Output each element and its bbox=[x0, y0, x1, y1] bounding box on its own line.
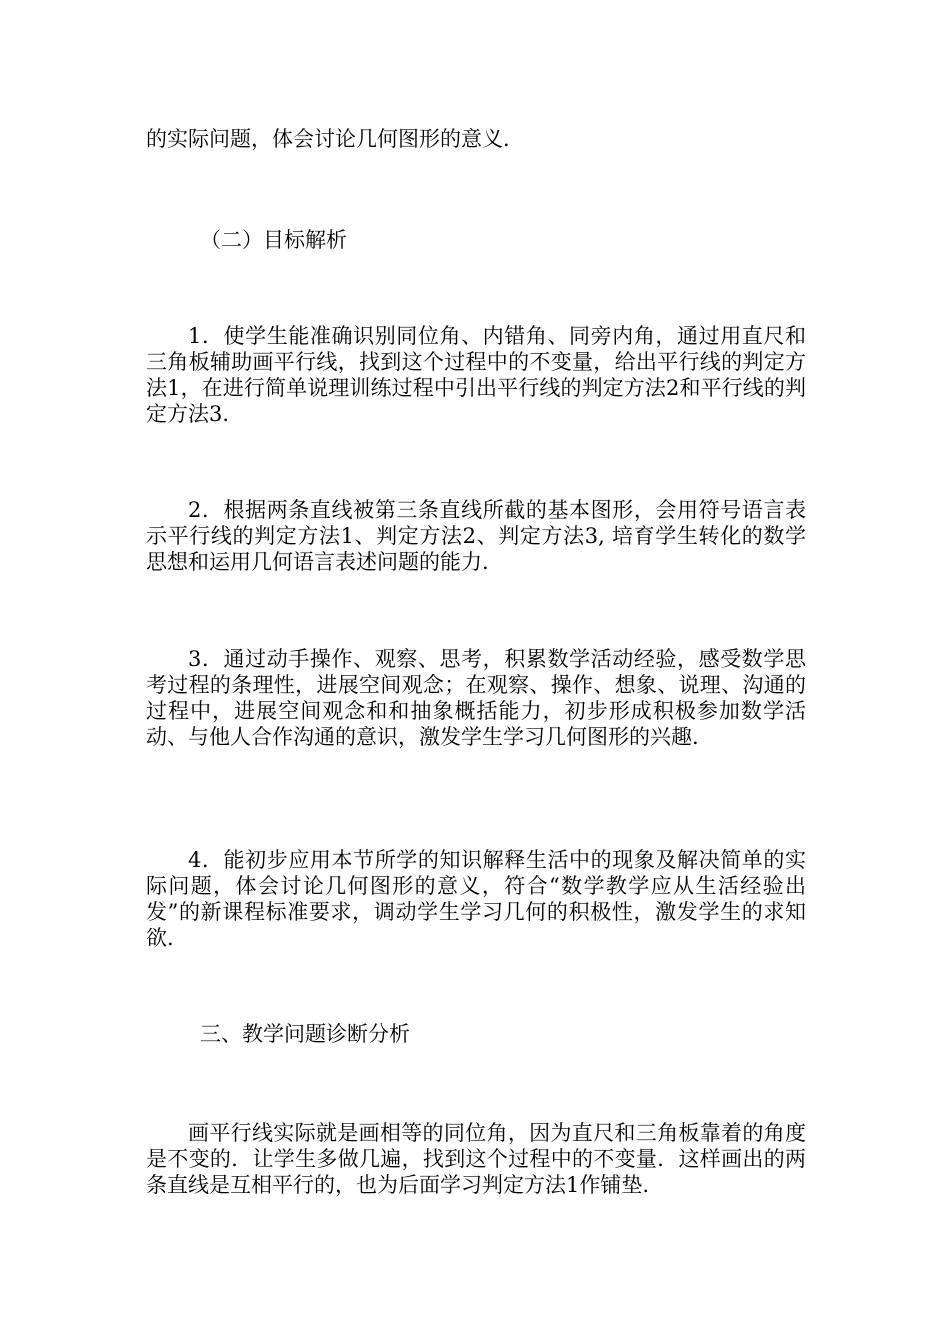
section-heading-objective-analysis: （二）目标解析 bbox=[200, 228, 347, 252]
continuation-paragraph: 的实际问题，体会讨论几何图形的意义. bbox=[146, 127, 510, 151]
section-heading-problem-diagnosis: 三、教学问题诊断分析 bbox=[200, 1022, 410, 1046]
objective-item-3: 3．通过动手操作、观察、思考，积累数学活动经验，感受数学思考过程的条理性，进展空间观念；在观察、操作、想象、说理、沟通的过程中，进展空间观念和和抽象概括能力，初步形成积极参加数学活动、与他人合作沟通的意识，激发学生学习几何图形的兴趣. bbox=[146, 647, 806, 749]
objective-item-4: 4．能初步应用本节所学的知识解释生活中的现象及解决简单的实际问题，体会讨论几何图形的意义，符合“数学教学应从生活经验出发”的新课程标准要求，调动学生学习几何的积极性，激发学生的求知欲. bbox=[146, 848, 806, 950]
objective-item-2: 2．根据两条直线被第三条直线所截的基本图形，会用符号语言表示平行线的判定方法1、判定方法2、判定方法3, 培育学生转化的数学思想和运用几何语言表述问题的能力. bbox=[146, 498, 806, 574]
problem-diagnosis-paragraph: 画平行线实际就是画相等的同位角，因为直尺和三角板靠着的角度是不变的．让学生多做几遍，找到这个过程中的不变量．这样画出的两条直线是互相平行的，也为后面学习判定方法1作铺垫. bbox=[146, 1121, 806, 1197]
objective-item-1: 1．使学生能准确识别同位角、内错角、同旁内角，通过用直尺和三角板辅助画平行线，找到这个过程中的不变量，给出平行线的判定方法1，在进行简单说理训练过程中引出平行线的判定方法2和平行线的判定方法3. bbox=[146, 324, 806, 426]
